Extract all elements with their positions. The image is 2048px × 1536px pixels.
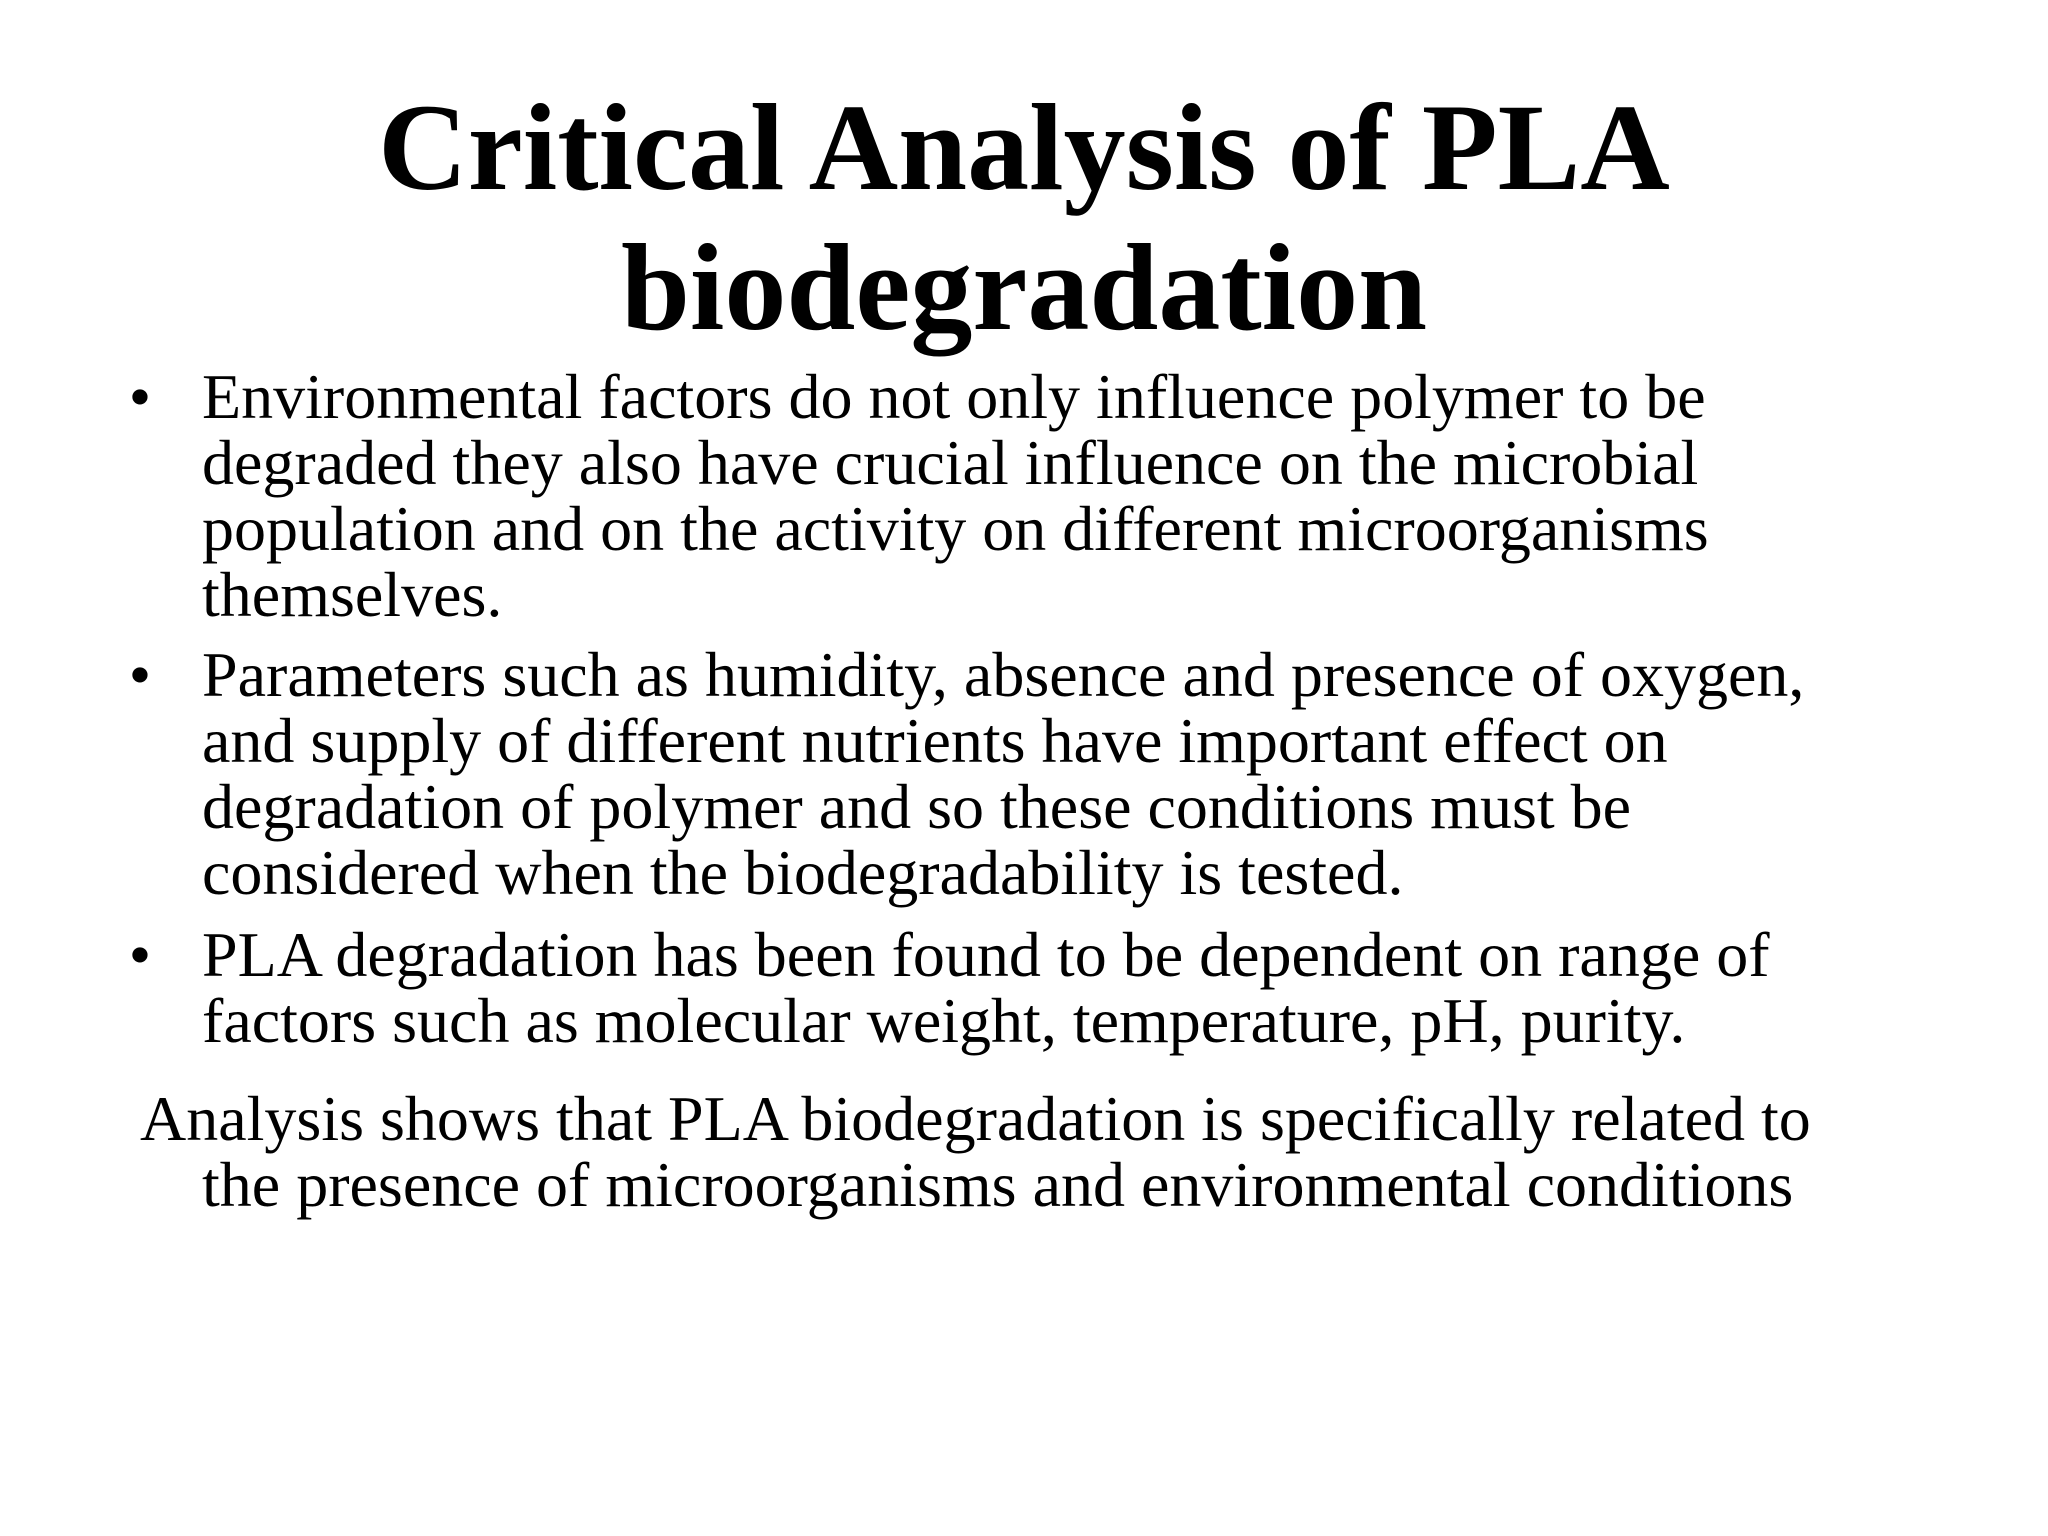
bullet-text-line: and supply of different nutrients have important effect on — [202, 705, 1668, 776]
bullet-icon: • — [128, 639, 152, 710]
bullet-item-pla-degradation — [120, 919, 2000, 1056]
slide-title-line-2: biodegradation — [620, 219, 1428, 356]
bullet-text-line: population and on the activity on different microorganisms — [202, 493, 1709, 564]
bullet-icon: • — [128, 361, 152, 432]
bullet-text-line: degraded they also have crucial influence on the microbial — [202, 427, 1699, 498]
bullet-text-line: themselves. — [202, 559, 503, 630]
slide-title — [0, 78, 2048, 358]
bullet-item-environmental-factors — [120, 361, 2000, 630]
bullet-item-parameters — [120, 639, 2000, 908]
bullet-text-line: degradation of polymer and so these conditions must be — [202, 771, 1632, 842]
bullet-text-line: Environmental factors do not only influence polymer to be — [202, 361, 1706, 432]
bullet-icon: • — [128, 919, 152, 990]
bullet-list — [120, 361, 2000, 1056]
bullet-text-line: factors such as molecular weight, temperature, pH, purity. — [202, 985, 1686, 1056]
conclusion-line-2: the presence of microorganisms and environmental conditions — [202, 1149, 1794, 1220]
conclusion-paragraph — [140, 1083, 2000, 1220]
bullet-text-line: PLA degradation has been found to be dependent on range of — [202, 919, 1770, 990]
bullet-text-line: considered when the biodegradability is tested. — [202, 837, 1404, 908]
slide-title-line-1: Critical Analysis of PLA — [378, 79, 1670, 216]
conclusion-line-1: Analysis shows that PLA biodegradation is specifically related to — [140, 1083, 1811, 1154]
bullet-text-line: Parameters such as humidity, absence and presence of oxygen, — [202, 639, 1805, 710]
